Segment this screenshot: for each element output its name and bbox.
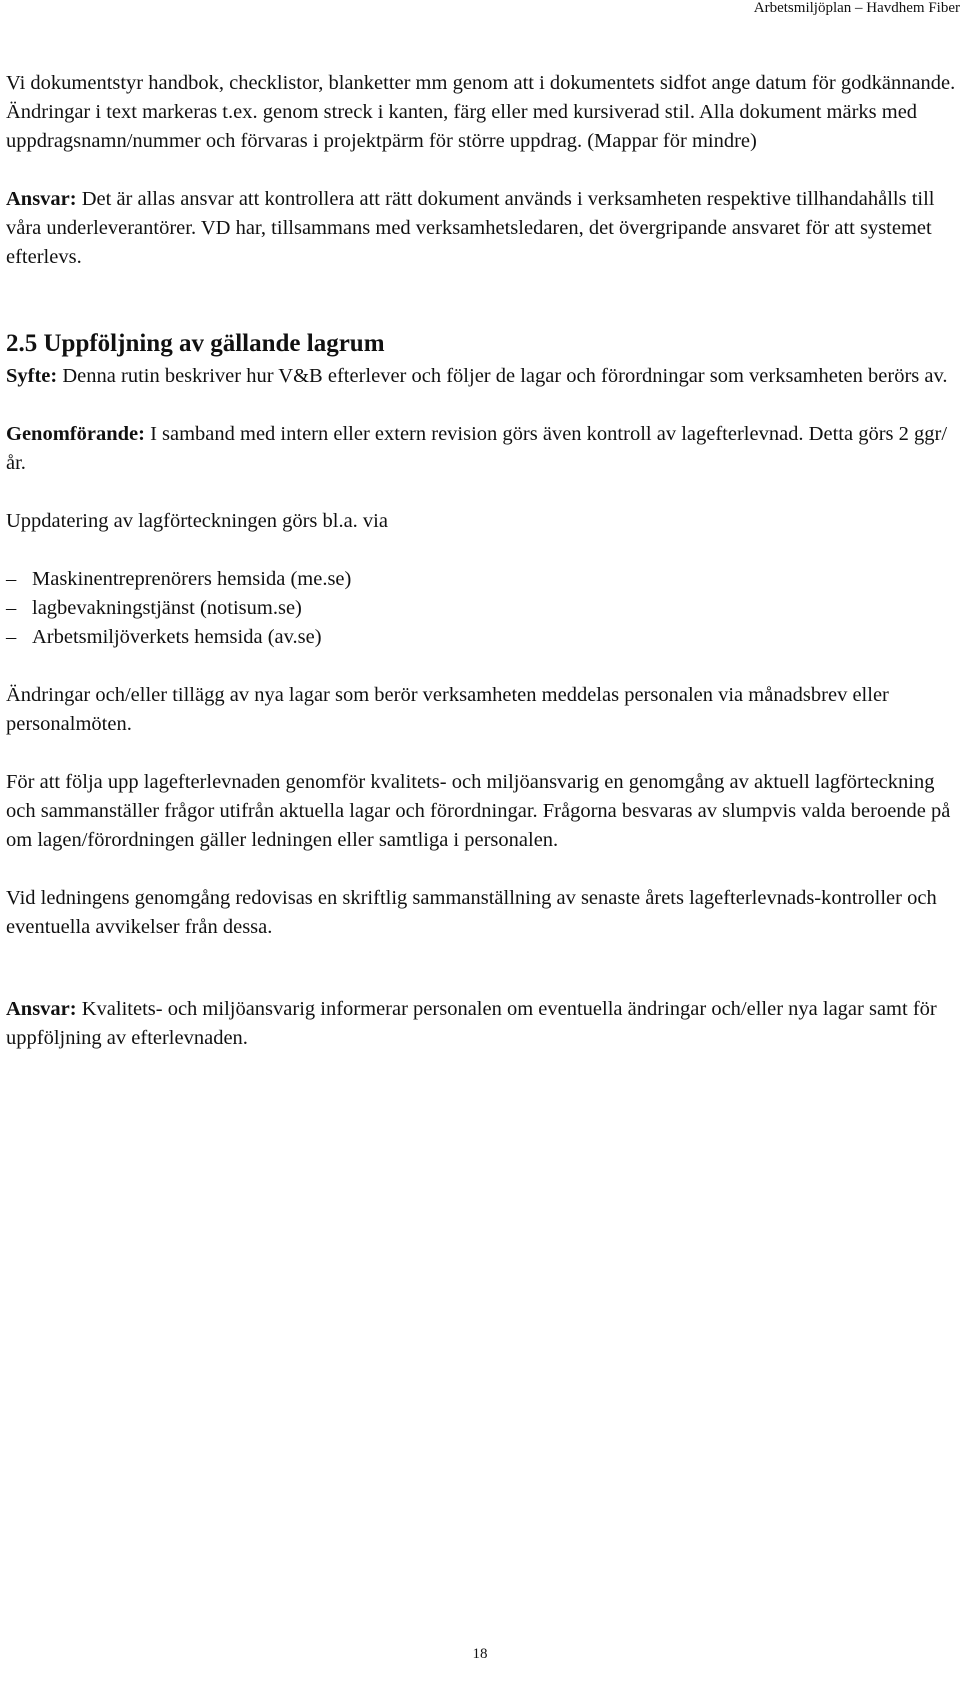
uppdatering-paragraph: Uppdatering av lagförteckningen görs bl.a. via [6, 510, 388, 532]
list-item-text: lagbevakningstjänst (notisum.se) [32, 597, 302, 619]
genomforande-text: I samband med intern eller extern revision görs även kontroll av lagefterlevnad. Detta görs 2 ggr/år. [6, 423, 948, 474]
ansvar-label: Ansvar: [6, 188, 77, 210]
list-item-text: Arbetsmiljöverkets hemsida (av.se) [32, 626, 322, 648]
list-item [6, 623, 956, 652]
syfte-text: Denna rutin beskriver hur V&B efterlever och följer de lagar och förordningar som verksamheten berörs av. [57, 365, 948, 387]
syfte-label: Syfte: [6, 365, 58, 387]
page-number: 18 [472, 1646, 488, 1662]
page-content [6, 69, 956, 1053]
intro-ansvar-paragraph [6, 185, 956, 272]
andringar-paragraph: Ändringar och/eller tillägg av nya lagar som berör verksamheten meddelas personalen via månadsbrev eller personalmöten. [6, 684, 889, 735]
source-list [6, 565, 956, 652]
list-item-text: Maskinentreprenörers hemsida (me.se) [32, 568, 352, 590]
section-ansvar-paragraph [6, 995, 956, 1053]
syfte-paragraph [6, 362, 956, 391]
dash-bullet: – [6, 597, 17, 619]
ansvar-text: Kvalitets- och miljöansvarig informerar personalen om eventuella ändringar och/eller nya lagar samt för uppföljning av efterlevnaden. [6, 998, 937, 1049]
ledningens-genomgang-paragraph: Vid ledningens genomgång redovisas en skriftlig sammanställning av senaste årets lagefterlevnads-kontroller och eventuella avvikelser från dessa. [6, 887, 937, 938]
running-header: Arbetsmiljöplan – Havdhem Fiber [753, 0, 960, 16]
genomforande-paragraph [6, 420, 956, 478]
section-heading: 2.5 Uppföljning av gällande lagrum [6, 330, 385, 357]
intro-paragraph: Vi dokumentstyr handbok, checklistor, blanketter mm genom att i dokumentets sidfot ange datum för godkännande. Ändringar i text markeras t.ex. genom streck i kanten, färg eller med kursiverad stil. Alla dokument märks med uppdragsnamn/nummer och förvaras i projektpärm för större uppdrag. (Mappar för mindre) [6, 72, 956, 152]
list-item [6, 594, 956, 623]
genomforande-label: Genomförande: [6, 423, 145, 445]
list-item [6, 565, 956, 594]
dash-bullet: – [6, 568, 17, 590]
uppfoljning-paragraph: För att följa upp lagefterlevnaden genomför kvalitets- och miljöansvarig en genomgång av aktuell lagförteckning och sammanställer frågor utifrån aktuella lagar och förordningar. Frågorna besvaras av slumpvis valda beroende på om lagen/förordningen gäller ledningen eller samtliga i personalen. [6, 771, 951, 851]
dash-bullet: – [6, 626, 17, 648]
ansvar-label: Ansvar: [6, 998, 77, 1020]
ansvar-text: Det är allas ansvar att kontrollera att rätt dokument används i verksamheten respektive tillhandahålls till våra underleverantörer. VD har, tillsammans med verksamhetsledaren, det övergripande ansvaret för att systemet efterlevs. [6, 188, 935, 268]
